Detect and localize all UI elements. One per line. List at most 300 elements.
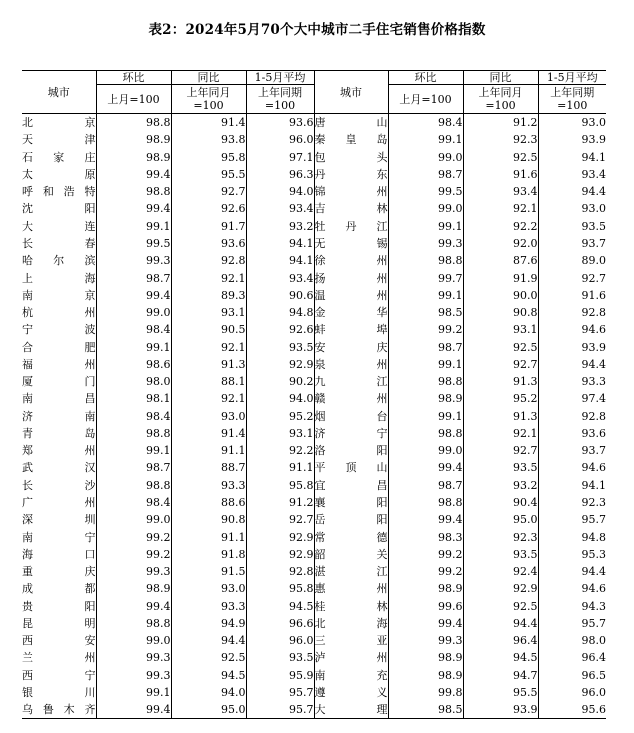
yoy-header-2: 同比 xyxy=(463,71,538,85)
city-cell: 秦皇岛 xyxy=(314,131,388,148)
table-row xyxy=(22,183,606,200)
yoy-cell: 90.8 xyxy=(463,304,538,321)
avg-cell: 96.5 xyxy=(538,667,606,684)
mom-cell: 99.4 xyxy=(96,200,171,217)
mom-cell: 99.0 xyxy=(388,149,463,166)
table-row xyxy=(22,546,606,563)
mom-cell: 99.1 xyxy=(96,684,171,701)
avg-cell: 93.2 xyxy=(246,218,314,235)
mom-cell: 98.8 xyxy=(388,494,463,511)
table-row xyxy=(22,408,606,425)
city-cell: 三亚 xyxy=(314,632,388,649)
mom-cell: 98.8 xyxy=(96,114,171,132)
avg-cell: 95.7 xyxy=(538,615,606,632)
avg-cell: 93.3 xyxy=(538,373,606,390)
city-cell: 深圳 xyxy=(22,513,96,527)
avg-cell: 94.1 xyxy=(246,252,314,269)
table-body xyxy=(22,114,606,719)
avg-cell: 95.7 xyxy=(538,511,606,528)
city-cell: 蚌埠 xyxy=(314,321,388,338)
mom-cell: 99.3 xyxy=(388,235,463,252)
mom-cell: 98.9 xyxy=(388,667,463,684)
city-cell: 大连 xyxy=(22,219,96,233)
mom-cell: 98.4 xyxy=(96,494,171,511)
yoy-cell: 92.1 xyxy=(171,390,246,407)
avg-cell: 95.6 xyxy=(538,701,606,719)
city-cell: 兰州 xyxy=(22,651,96,665)
yoy-cell: 93.0 xyxy=(171,408,246,425)
mom-cell: 98.4 xyxy=(388,114,463,132)
mom-cell: 99.1 xyxy=(96,338,171,355)
mom-cell: 99.1 xyxy=(388,287,463,304)
city-cell: 沈阳 xyxy=(22,202,96,216)
yoy-cell: 95.0 xyxy=(463,511,538,528)
yoy-cell: 92.7 xyxy=(463,356,538,373)
avg-cell: 96.4 xyxy=(538,649,606,666)
yoy-cell: 90.5 xyxy=(171,321,246,338)
city-cell: 长沙 xyxy=(22,478,96,492)
mom-cell: 99.7 xyxy=(388,269,463,286)
avg-cell: 96.0 xyxy=(246,632,314,649)
avg-cell: 90.6 xyxy=(246,287,314,304)
yoy-base-header-2: 上年同月=100 xyxy=(463,85,538,114)
mom-cell: 98.1 xyxy=(96,390,171,407)
avg-cell: 92.8 xyxy=(538,304,606,321)
table-row xyxy=(22,597,606,614)
city-cell: 安庆 xyxy=(314,338,388,355)
avg-cell: 93.1 xyxy=(246,425,314,442)
mom-cell: 98.9 xyxy=(388,649,463,666)
avg-cell: 93.4 xyxy=(246,200,314,217)
table-row xyxy=(22,252,606,269)
avg-cell: 95.2 xyxy=(246,408,314,425)
avg-cell: 93.7 xyxy=(538,235,606,252)
city-cell: 牡丹江 xyxy=(314,218,388,235)
city-cell: 青岛 xyxy=(22,426,96,440)
yoy-cell: 94.7 xyxy=(463,667,538,684)
city-cell: 长春 xyxy=(22,236,96,250)
avg-cell: 96.0 xyxy=(246,131,314,148)
avg-header: 1-5月平均 xyxy=(246,71,314,85)
yoy-cell: 91.7 xyxy=(171,218,246,235)
city-cell: 南充 xyxy=(314,667,388,684)
mom-cell: 99.0 xyxy=(96,511,171,528)
city-cell: 乌鲁木齐 xyxy=(22,703,96,717)
yoy-cell: 87.6 xyxy=(463,252,538,269)
city-cell: 上海 xyxy=(22,271,96,285)
city-cell: 宜昌 xyxy=(314,477,388,494)
avg-base-header-2: 上年同期=100 xyxy=(538,85,606,114)
avg-cell: 98.0 xyxy=(538,632,606,649)
yoy-cell: 91.5 xyxy=(171,563,246,580)
city-cell: 呼和浩特 xyxy=(22,185,96,199)
avg-cell: 93.9 xyxy=(538,131,606,148)
city-cell: 昆明 xyxy=(22,616,96,630)
yoy-base-header: 上年同月=100 xyxy=(171,85,246,114)
table-row xyxy=(22,667,606,684)
table-header xyxy=(22,71,606,114)
city-cell: 丹东 xyxy=(314,166,388,183)
city-cell: 天津 xyxy=(22,133,96,147)
mom-cell: 99.2 xyxy=(388,563,463,580)
table-title: 表2：2024年5月70个大中城市二手住宅销售价格指数 xyxy=(148,22,486,38)
city-cell: 襄阳 xyxy=(314,494,388,511)
city-cell: 徐州 xyxy=(314,252,388,269)
yoy-cell: 93.0 xyxy=(171,580,246,597)
mom-cell: 99.0 xyxy=(96,304,171,321)
yoy-cell: 92.2 xyxy=(463,218,538,235)
yoy-cell: 92.1 xyxy=(463,425,538,442)
table-row xyxy=(22,200,606,217)
table-row xyxy=(22,632,606,649)
mom-cell: 98.9 xyxy=(388,390,463,407)
mom-cell: 98.9 xyxy=(96,149,171,166)
yoy-cell: 89.3 xyxy=(171,287,246,304)
yoy-cell: 92.5 xyxy=(171,649,246,666)
yoy-cell: 93.4 xyxy=(463,183,538,200)
table-row xyxy=(22,321,606,338)
city-cell: 洛阳 xyxy=(314,442,388,459)
yoy-cell: 91.6 xyxy=(463,166,538,183)
table-row xyxy=(22,131,606,148)
city-cell: 成都 xyxy=(22,582,96,596)
mom-cell: 98.7 xyxy=(96,459,171,476)
yoy-cell: 92.3 xyxy=(463,528,538,545)
mom-cell: 98.7 xyxy=(388,477,463,494)
city-cell: 惠州 xyxy=(314,580,388,597)
city-cell: 厦门 xyxy=(22,375,96,389)
yoy-cell: 91.2 xyxy=(463,114,538,132)
city-cell: 石家庄 xyxy=(22,150,96,164)
avg-cell: 92.7 xyxy=(538,269,606,286)
city-cell: 遵义 xyxy=(314,684,388,701)
avg-cell: 94.4 xyxy=(538,183,606,200)
table-row xyxy=(22,459,606,476)
city-cell: 岳阳 xyxy=(314,511,388,528)
avg-cell: 94.3 xyxy=(538,597,606,614)
yoy-cell: 93.1 xyxy=(463,321,538,338)
mom-cell: 98.7 xyxy=(388,338,463,355)
mom-cell: 99.4 xyxy=(96,597,171,614)
yoy-cell: 91.9 xyxy=(463,269,538,286)
yoy-cell: 93.3 xyxy=(171,477,246,494)
mom-cell: 99.1 xyxy=(96,442,171,459)
table-row xyxy=(22,338,606,355)
yoy-cell: 92.0 xyxy=(463,235,538,252)
avg-cell: 96.6 xyxy=(246,615,314,632)
mom-cell: 98.8 xyxy=(96,425,171,442)
city-cell: 桂林 xyxy=(314,597,388,614)
mom-cell: 99.0 xyxy=(96,632,171,649)
mom-cell: 98.8 xyxy=(96,615,171,632)
city-cell: 宁波 xyxy=(22,323,96,337)
mom-cell: 99.2 xyxy=(388,321,463,338)
yoy-cell: 91.1 xyxy=(171,528,246,545)
yoy-cell: 95.2 xyxy=(463,390,538,407)
mom-cell: 98.8 xyxy=(388,425,463,442)
mom-cell: 99.1 xyxy=(96,218,171,235)
yoy-cell: 94.4 xyxy=(171,632,246,649)
mom-cell: 99.3 xyxy=(96,667,171,684)
avg-cell: 95.3 xyxy=(538,546,606,563)
yoy-cell: 93.6 xyxy=(171,235,246,252)
mom-cell: 98.0 xyxy=(96,373,171,390)
yoy-cell: 93.8 xyxy=(171,131,246,148)
mom-cell: 99.2 xyxy=(96,528,171,545)
table-row xyxy=(22,235,606,252)
yoy-cell: 95.5 xyxy=(171,166,246,183)
mom-cell: 99.4 xyxy=(96,701,171,719)
mom-cell: 99.8 xyxy=(388,684,463,701)
avg-cell: 95.8 xyxy=(246,580,314,597)
avg-cell: 93.6 xyxy=(246,114,314,132)
yoy-cell: 90.8 xyxy=(171,511,246,528)
yoy-cell: 94.9 xyxy=(171,615,246,632)
yoy-cell: 92.3 xyxy=(463,131,538,148)
mom-cell: 98.9 xyxy=(388,580,463,597)
city-cell: 温州 xyxy=(314,287,388,304)
mom-cell: 99.1 xyxy=(388,356,463,373)
city-cell: 平顶山 xyxy=(314,459,388,476)
city-cell: 福州 xyxy=(22,357,96,371)
mom-cell: 98.9 xyxy=(96,131,171,148)
city-cell: 吉林 xyxy=(314,200,388,217)
city-cell: 九江 xyxy=(314,373,388,390)
avg-cell: 92.9 xyxy=(246,356,314,373)
avg-cell: 94.6 xyxy=(538,580,606,597)
avg-cell: 94.0 xyxy=(246,390,314,407)
table-row xyxy=(22,684,606,701)
mom-cell: 99.0 xyxy=(388,442,463,459)
avg-cell: 93.4 xyxy=(538,166,606,183)
mom-cell: 99.1 xyxy=(388,408,463,425)
avg-cell: 97.1 xyxy=(246,149,314,166)
table-row xyxy=(22,287,606,304)
avg-cell: 92.2 xyxy=(246,442,314,459)
mom-cell: 99.1 xyxy=(388,218,463,235)
city-cell: 烟台 xyxy=(314,408,388,425)
avg-cell: 95.7 xyxy=(246,684,314,701)
city-cell: 西宁 xyxy=(22,668,96,682)
yoy-cell: 93.2 xyxy=(463,477,538,494)
mom-cell: 99.6 xyxy=(388,597,463,614)
table-row xyxy=(22,304,606,321)
mom-cell: 99.2 xyxy=(96,546,171,563)
avg-cell: 92.6 xyxy=(246,321,314,338)
avg-cell: 94.8 xyxy=(246,304,314,321)
avg-cell: 90.2 xyxy=(246,373,314,390)
yoy-cell: 92.8 xyxy=(171,252,246,269)
yoy-cell: 92.7 xyxy=(171,183,246,200)
yoy-cell: 91.8 xyxy=(171,546,246,563)
avg-cell: 93.9 xyxy=(538,338,606,355)
yoy-cell: 92.5 xyxy=(463,338,538,355)
mom-cell: 98.7 xyxy=(388,166,463,183)
mom-cell: 99.3 xyxy=(96,563,171,580)
yoy-cell: 88.7 xyxy=(171,459,246,476)
mom-cell: 98.6 xyxy=(96,356,171,373)
city-cell: 扬州 xyxy=(314,269,388,286)
city-cell: 贵阳 xyxy=(22,599,96,613)
avg-cell: 92.9 xyxy=(246,546,314,563)
yoy-cell: 93.5 xyxy=(463,459,538,476)
avg-cell: 94.6 xyxy=(538,321,606,338)
city-cell: 海口 xyxy=(22,547,96,561)
table-row xyxy=(22,563,606,580)
yoy-cell: 93.9 xyxy=(463,701,538,719)
yoy-cell: 90.0 xyxy=(463,287,538,304)
table-row xyxy=(22,356,606,373)
avg-cell: 94.8 xyxy=(538,528,606,545)
mom-header-2: 环比 xyxy=(388,71,463,85)
table-row xyxy=(22,269,606,286)
yoy-cell: 92.4 xyxy=(463,563,538,580)
yoy-cell: 95.8 xyxy=(171,149,246,166)
yoy-cell: 95.5 xyxy=(463,684,538,701)
yoy-cell: 94.5 xyxy=(463,649,538,666)
mom-cell: 98.9 xyxy=(96,580,171,597)
city-cell: 包头 xyxy=(314,149,388,166)
mom-cell: 98.8 xyxy=(388,373,463,390)
city-cell: 济南 xyxy=(22,409,96,423)
avg-cell: 94.1 xyxy=(538,149,606,166)
city-cell: 西安 xyxy=(22,634,96,648)
yoy-cell: 92.1 xyxy=(171,338,246,355)
avg-cell: 94.1 xyxy=(246,235,314,252)
yoy-cell: 93.5 xyxy=(463,546,538,563)
yoy-cell: 92.5 xyxy=(463,597,538,614)
city-cell: 南宁 xyxy=(22,530,96,544)
city-cell: 太原 xyxy=(22,167,96,181)
mom-cell: 99.1 xyxy=(388,131,463,148)
avg-cell: 95.9 xyxy=(246,667,314,684)
yoy-cell: 95.0 xyxy=(171,701,246,719)
avg-cell: 92.3 xyxy=(538,494,606,511)
city-cell: 常德 xyxy=(314,528,388,545)
table-row xyxy=(22,390,606,407)
table-row xyxy=(22,511,606,528)
mom-cell: 99.2 xyxy=(388,546,463,563)
yoy-cell: 88.1 xyxy=(171,373,246,390)
city-cell: 济宁 xyxy=(314,425,388,442)
city-header-2: 城市 xyxy=(314,71,388,114)
avg-cell: 93.5 xyxy=(538,218,606,235)
avg-cell: 93.0 xyxy=(538,200,606,217)
yoy-cell: 91.1 xyxy=(171,442,246,459)
table-row xyxy=(22,528,606,545)
yoy-cell: 91.4 xyxy=(171,114,246,132)
table-row xyxy=(22,477,606,494)
mom-base-header-2: 上月=100 xyxy=(388,85,463,114)
city-cell: 南京 xyxy=(22,288,96,302)
city-cell: 无锡 xyxy=(314,235,388,252)
mom-cell: 98.8 xyxy=(96,477,171,494)
city-cell: 郑州 xyxy=(22,444,96,458)
mom-cell: 99.4 xyxy=(388,511,463,528)
table-row xyxy=(22,701,606,719)
city-cell: 唐山 xyxy=(314,114,388,132)
avg-cell: 91.6 xyxy=(538,287,606,304)
mom-cell: 98.8 xyxy=(388,252,463,269)
yoy-cell: 94.4 xyxy=(463,615,538,632)
avg-cell: 94.4 xyxy=(538,356,606,373)
mom-cell: 99.5 xyxy=(388,183,463,200)
avg-cell: 93.6 xyxy=(538,425,606,442)
yoy-cell: 91.4 xyxy=(171,425,246,442)
table-row xyxy=(22,580,606,597)
avg-cell: 91.1 xyxy=(246,459,314,476)
avg-cell: 92.9 xyxy=(246,528,314,545)
mom-header: 环比 xyxy=(96,71,171,85)
mom-cell: 98.8 xyxy=(96,183,171,200)
mom-base-header: 上月=100 xyxy=(96,85,171,114)
mom-cell: 99.4 xyxy=(388,615,463,632)
city-cell: 泉州 xyxy=(314,356,388,373)
city-header: 城市 xyxy=(22,71,96,114)
yoy-cell: 92.5 xyxy=(463,149,538,166)
avg-cell: 95.7 xyxy=(246,701,314,719)
avg-cell: 93.7 xyxy=(538,442,606,459)
table-row xyxy=(22,218,606,235)
avg-base-header: 上年同期=100 xyxy=(246,85,314,114)
table-row xyxy=(22,615,606,632)
yoy-cell: 92.1 xyxy=(463,200,538,217)
avg-cell: 94.1 xyxy=(538,477,606,494)
yoy-cell: 90.4 xyxy=(463,494,538,511)
yoy-cell: 92.7 xyxy=(463,442,538,459)
city-cell: 杭州 xyxy=(22,306,96,320)
avg-cell: 92.8 xyxy=(246,563,314,580)
city-cell: 合肥 xyxy=(22,340,96,354)
avg-header-2: 1-5月平均 xyxy=(538,71,606,85)
price-index-table xyxy=(22,70,606,719)
table-row xyxy=(22,166,606,183)
table-row xyxy=(22,114,606,132)
avg-cell: 93.4 xyxy=(246,269,314,286)
avg-cell: 91.2 xyxy=(246,494,314,511)
yoy-cell: 91.3 xyxy=(463,408,538,425)
city-cell: 北海 xyxy=(314,615,388,632)
avg-cell: 97.4 xyxy=(538,390,606,407)
avg-cell: 92.7 xyxy=(246,511,314,528)
yoy-cell: 88.6 xyxy=(171,494,246,511)
avg-cell: 95.8 xyxy=(246,477,314,494)
city-cell: 韶关 xyxy=(314,546,388,563)
city-cell: 泸州 xyxy=(314,649,388,666)
table-row xyxy=(22,149,606,166)
city-cell: 银川 xyxy=(22,685,96,699)
table-row xyxy=(22,649,606,666)
mom-cell: 98.7 xyxy=(96,269,171,286)
mom-cell: 98.4 xyxy=(96,408,171,425)
city-cell: 广州 xyxy=(22,495,96,509)
city-cell: 赣州 xyxy=(314,390,388,407)
avg-cell: 96.0 xyxy=(538,684,606,701)
city-cell: 金华 xyxy=(314,304,388,321)
yoy-cell: 93.3 xyxy=(171,597,246,614)
yoy-cell: 91.3 xyxy=(171,356,246,373)
avg-cell: 94.5 xyxy=(246,597,314,614)
mom-cell: 98.3 xyxy=(388,528,463,545)
city-cell: 重庆 xyxy=(22,565,96,579)
city-cell: 武汉 xyxy=(22,461,96,475)
mom-cell: 99.3 xyxy=(388,632,463,649)
avg-cell: 92.8 xyxy=(538,408,606,425)
avg-cell: 89.0 xyxy=(538,252,606,269)
yoy-cell: 96.4 xyxy=(463,632,538,649)
mom-cell: 99.5 xyxy=(96,235,171,252)
yoy-cell: 94.0 xyxy=(171,684,246,701)
